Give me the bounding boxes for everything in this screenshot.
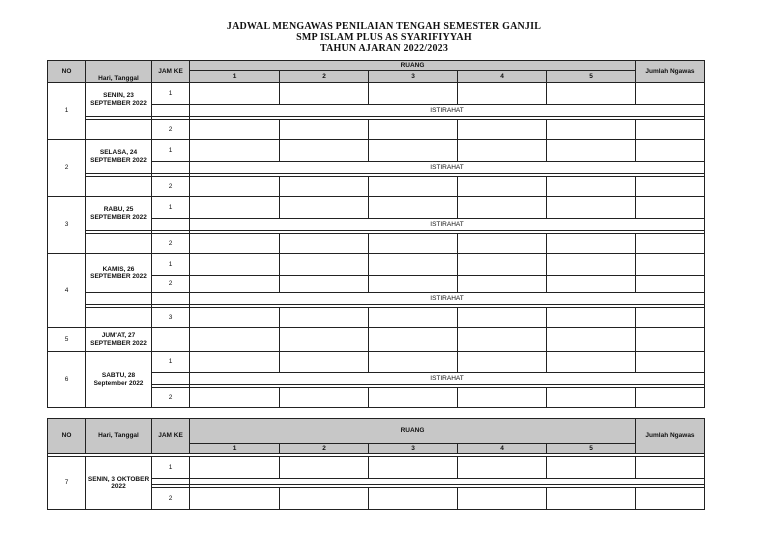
row-jam: 2 — [152, 488, 190, 510]
cell — [636, 308, 705, 328]
cell — [369, 328, 458, 352]
cell — [458, 388, 547, 408]
cell — [369, 234, 458, 254]
cell — [547, 197, 636, 219]
table-row — [48, 328, 705, 352]
academic-year: TAHUN AJARAN 2022/2023 — [319, 43, 449, 54]
row-jam: 2 — [152, 120, 190, 140]
break-label: ISTIRAHAT — [190, 293, 705, 305]
row-jam: 1 — [152, 197, 190, 219]
table-row — [48, 308, 705, 328]
cell — [369, 120, 458, 140]
cell — [547, 276, 636, 293]
cell — [458, 83, 547, 105]
header-room-5: 5 — [547, 71, 636, 83]
cell — [86, 293, 152, 305]
row-jam: 1 — [152, 254, 190, 276]
cell — [280, 308, 369, 328]
row-day: SABTU, 28 September 2022 — [86, 352, 152, 408]
cell — [369, 140, 458, 162]
header-no: NO — [48, 419, 86, 454]
cell — [458, 308, 547, 328]
cell — [280, 83, 369, 105]
header-jam: JAM KE — [152, 61, 190, 83]
cell — [152, 105, 190, 117]
cell — [280, 457, 369, 479]
cell — [152, 162, 190, 174]
row-day: SELASA, 24 SEPTEMBER 2022 — [86, 140, 152, 174]
cell — [280, 197, 369, 219]
header-room-4: 4 — [458, 71, 547, 83]
cell — [636, 120, 705, 140]
cell — [547, 352, 636, 373]
row-day: RABU, 25 SEPTEMBER 2022 — [86, 197, 152, 231]
table-row — [48, 83, 705, 105]
cell — [547, 388, 636, 408]
cell — [280, 488, 369, 510]
cell — [636, 254, 705, 276]
header-room-2: 2 — [280, 71, 369, 83]
cell — [280, 276, 369, 293]
cell — [636, 352, 705, 373]
cell — [190, 328, 280, 352]
row-no: 5 — [48, 328, 86, 352]
cell — [547, 488, 636, 510]
header-room-3: 3 — [369, 444, 458, 454]
cell — [636, 140, 705, 162]
cell — [190, 120, 280, 140]
cell — [190, 276, 280, 293]
cell — [280, 120, 369, 140]
cell — [636, 177, 705, 197]
cell — [369, 197, 458, 219]
cell — [547, 254, 636, 276]
cell — [369, 457, 458, 479]
cell — [458, 234, 547, 254]
cell — [369, 177, 458, 197]
break-label: ISTIRAHAT — [190, 219, 705, 231]
header-day: Hari, Tanggal — [86, 61, 152, 83]
cell — [458, 352, 547, 373]
row-jam: 1 — [152, 352, 190, 373]
cell — [636, 234, 705, 254]
cell — [86, 177, 152, 197]
row-no: 4 — [48, 254, 86, 328]
table-row — [48, 457, 705, 479]
row-day: SENIN, 23 SEPTEMBER 2022 — [86, 83, 152, 117]
row-no: 3 — [48, 197, 86, 254]
break-row — [48, 293, 705, 305]
header-ruang: RUANG — [190, 419, 636, 444]
cell — [369, 83, 458, 105]
cell — [280, 328, 369, 352]
row-jam: 1 — [152, 140, 190, 162]
cell — [458, 197, 547, 219]
cell — [190, 352, 280, 373]
cell — [458, 140, 547, 162]
cell — [190, 488, 280, 510]
cell — [86, 120, 152, 140]
cell — [190, 234, 280, 254]
cell — [458, 177, 547, 197]
cell — [547, 234, 636, 254]
cell — [369, 254, 458, 276]
cell — [280, 140, 369, 162]
table-row — [48, 120, 705, 140]
schedule-table — [47, 60, 705, 408]
cell — [636, 197, 705, 219]
row-no: 2 — [48, 140, 86, 197]
header-day: Hari, Tanggal — [86, 419, 152, 454]
row-day: KAMIS, 26 SEPTEMBER 2022 — [86, 254, 152, 293]
cell — [369, 352, 458, 373]
header-jam: JAM KE — [152, 419, 190, 454]
table-row — [48, 254, 705, 276]
cell — [636, 388, 705, 408]
cell — [636, 83, 705, 105]
cell — [280, 352, 369, 373]
header-room-1: 1 — [190, 444, 280, 454]
row-jam: 2 — [152, 177, 190, 197]
cell — [280, 254, 369, 276]
break-label: ISTIRAHAT — [190, 373, 705, 385]
cell — [369, 276, 458, 293]
cell — [190, 457, 280, 479]
cell — [458, 488, 547, 510]
break-label: ISTIRAHAT — [190, 105, 705, 117]
cell — [547, 177, 636, 197]
cell — [190, 308, 280, 328]
cell — [458, 276, 547, 293]
cell — [152, 373, 190, 385]
cell — [280, 177, 369, 197]
cell — [636, 328, 705, 352]
break-label: ISTIRAHAT — [190, 162, 705, 174]
row-jam: 2 — [152, 276, 190, 293]
table-row — [48, 140, 705, 162]
cell — [190, 388, 280, 408]
cell — [190, 177, 280, 197]
header-jumlah: Jumlah Ngawas — [636, 419, 705, 454]
cell — [190, 254, 280, 276]
header-room-3: 3 — [369, 71, 458, 83]
row-day: JUM'AT, 27 SEPTEMBER 2022 — [86, 328, 152, 352]
row-day: SENIN, 3 OKTOBER 2022 — [86, 457, 152, 510]
cell — [280, 234, 369, 254]
row-no: 1 — [48, 83, 86, 140]
row-no: 6 — [48, 352, 86, 408]
header-room-2: 2 — [280, 444, 369, 454]
cell — [547, 120, 636, 140]
cell — [636, 457, 705, 479]
row-jam: 2 — [152, 234, 190, 254]
cell — [152, 328, 190, 352]
school-name: SMP ISLAM PLUS AS SYARIFIYYAH — [296, 32, 472, 43]
cell — [547, 328, 636, 352]
document-title: JADWAL MENGAWAS PENILAIAN TENGAH SEMESTER GANJIL — [226, 21, 542, 32]
cell — [369, 488, 458, 510]
row-jam: 1 — [152, 457, 190, 479]
cell — [369, 308, 458, 328]
header-room-1: 1 — [190, 71, 280, 83]
cell — [458, 328, 547, 352]
row-jam: 3 — [152, 308, 190, 328]
cell — [86, 308, 152, 328]
row-no: 7 — [48, 457, 86, 510]
cell — [152, 293, 190, 305]
table-row — [48, 177, 705, 197]
header-no: NO — [48, 61, 86, 83]
header-room-4: 4 — [458, 444, 547, 454]
row-jam: 2 — [152, 388, 190, 408]
table-row — [48, 197, 705, 219]
cell — [152, 219, 190, 231]
cell — [190, 83, 280, 105]
cell — [458, 254, 547, 276]
cell — [86, 234, 152, 254]
cell — [547, 83, 636, 105]
row-jam: 1 — [152, 83, 190, 105]
cell — [280, 388, 369, 408]
header-jumlah: Jumlah Ngawas — [636, 61, 705, 83]
cell — [636, 276, 705, 293]
cell — [190, 197, 280, 219]
cell — [636, 488, 705, 510]
cell — [458, 120, 547, 140]
cell — [369, 388, 458, 408]
cell — [458, 457, 547, 479]
table-row — [48, 352, 705, 373]
header-ruang: RUANG — [190, 61, 636, 71]
cell — [547, 457, 636, 479]
cell — [190, 140, 280, 162]
header-room-5: 5 — [547, 444, 636, 454]
cell — [547, 140, 636, 162]
cell — [547, 308, 636, 328]
schedule-table-continued — [47, 418, 705, 510]
table-row — [48, 234, 705, 254]
